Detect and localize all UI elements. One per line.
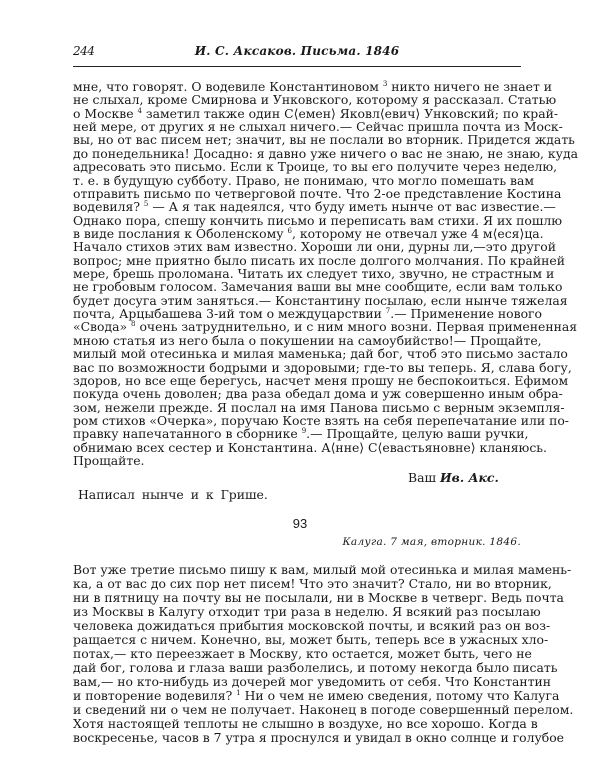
text-run: дай бог, голова и глаза ваши разболелись, и потому некогда было писать <box>73 660 558 675</box>
dateline: Калуга. 7 мая, вторник. 1846. <box>342 536 521 548</box>
text-run: и сведений ни о чем не получает. Наконец в погоде совершенный перелом. <box>73 702 574 717</box>
text-run: отправить письмо по четверговой почте. Что 2-ое представление Костина <box>73 185 562 201</box>
text-run: покуда очень доволен; два раза обедал дома и уж совершенно иным обра- <box>73 386 563 402</box>
text-run: воскресенье, часов в 7 утра я проснулся и увидал в окно солнце и голубое <box>73 730 565 745</box>
text-run: из Москвы в Калугу отходит три раза в неделю. Я всякий раз посылаю <box>73 604 541 619</box>
text-run: милый мой отесинька и милая маменька; дай бог, чтоб это письмо застало <box>73 346 568 362</box>
text-run: зом, нежели прежде. Я послал на имя Панова письмо с верным экземпля- <box>73 399 565 415</box>
footnote-ref[interactable]: 7 <box>385 307 391 316</box>
text-run: не гробовым голосом. Замечания ваши вы мне сообщите, если вам только <box>73 279 563 295</box>
text-run: до понедельника! Досадно: я давно уже ничего о вас не знаю, не знаю, куда <box>73 145 578 161</box>
text-run: ка, а от вас до сих пор нет писем! Что это значит? Стало, ни во вторник, <box>73 576 552 591</box>
text-run: в виде послания к Оболенскому <box>73 225 288 241</box>
text-run: будет досуга этим заняться.— Константину посылаю, если нынче тяжелая <box>73 292 568 308</box>
header-rule <box>73 66 521 67</box>
text-run: вы, но от вас писем нет; значит, вы не послали во вторник. Придется ждать <box>73 132 575 148</box>
footnote-ref[interactable]: 3 <box>382 80 388 88</box>
text-run: и повторение водевиля? <box>73 688 237 703</box>
footnote-ref[interactable]: 4 <box>137 106 142 115</box>
text-run: никто ничего не знает и <box>387 79 553 94</box>
text-run: правку напечатанного в сборнике <box>73 426 302 442</box>
text-run: вопрос; мне приятно было писать их после долгого молчания. По крайней <box>73 252 565 268</box>
text-run: здоров, но все еще берегусь, насчет меня прошу не беспокоиться. Ефимом <box>73 372 569 388</box>
signature-name: Ив. Акс. <box>439 470 499 485</box>
text-run: Начало стихов этих вам известно. Хороши ли они, дурны ли,—это другой <box>73 239 557 255</box>
footnote-ref[interactable]: 8 <box>131 320 136 329</box>
text-run: Вот уже третие письмо пишу к вам, милый мой отесинька и милая мамень- <box>73 562 572 577</box>
text-run: мною статья из него была о покушении на самоубийство!— Прощайте, <box>73 332 542 348</box>
text-run: обнимаю всех сестер и Константина. А⟨нне⟩ С⟨евастьяновне⟩ кланяюсь. <box>73 439 547 455</box>
postscript: Написал нынче и к Грише. <box>78 487 268 502</box>
footnote-ref[interactable]: 1 <box>236 689 241 697</box>
text-run: Ни о чем не имею сведения, потому что Калуга <box>240 688 560 703</box>
footnote-ref[interactable]: 5 <box>143 200 149 209</box>
footnote-ref[interactable]: 9 <box>301 427 307 436</box>
text-run: вам,— но кто-нибудь из дочерей мог уведомить от себя. Что Константин <box>73 674 552 689</box>
running-head <box>73 44 521 62</box>
text-run: почта, Арцыбашева 3-ий том о междуцарствии <box>73 306 386 322</box>
text-run: человека дожидаться прибытия московской почты, и всякий раз он воз- <box>73 618 551 633</box>
text-run: мне, что говорят. О водевиле Константиновом <box>73 79 383 94</box>
text-run: Прощайте. <box>73 453 145 469</box>
signature <box>408 469 499 487</box>
text-run: адресовать это письмо. Если к Троице, то вы его получите через неделю, <box>73 159 558 175</box>
text-run: Хотя настоящей теплоты не слышно в воздухе, но все хорошо. Когда в <box>73 716 538 731</box>
text-run: о Москве <box>73 105 138 121</box>
text-run: , которому не отвечал уже 4 м⟨еся⟩ца. <box>291 225 544 241</box>
signature-prefix: Ваш <box>408 470 437 485</box>
text-run: ни в пятницу на почту вы не посылали, ни в Москве в четверг. Ведь почта <box>73 590 564 605</box>
running-title: И. С. Аксаков. Письма. 1846 <box>194 44 400 58</box>
text-run: мере, брешь проломана. Читать их следует тихо, звучно, не страстным и <box>73 266 555 282</box>
text-run: ней мере, от других я не слыхал ничего.— Сейчас пришла почта из Моск- <box>73 119 563 135</box>
text-run: водевиля? <box>73 199 144 215</box>
text-run: не слыхал, кроме Смирнова и Унковского, которому я рассказал. Статью <box>73 92 557 108</box>
text-run: Однако пора, спешу кончить письмо и переписать вам стихи. Я их пошлю <box>73 212 563 228</box>
text-run: т. е. в будущую субботу. Право, не понимаю, что могло помешать вам <box>73 172 535 188</box>
text-run: «Свода» <box>73 319 132 335</box>
page-number: 244 <box>73 44 95 58</box>
letter-number: 93 <box>292 516 308 531</box>
text-run: .— Применение нового <box>390 306 542 322</box>
text-run: потах,— кто переезжает в Москву, кто остается, может быть, чего не <box>73 646 532 661</box>
footnote-ref[interactable]: 6 <box>287 226 292 235</box>
text-line <box>73 452 521 470</box>
text-run: .— Прощайте, целую ваши ручки, <box>306 426 529 442</box>
text-run: — А я так надеялся, что буду иметь нынче от вас известие.— <box>148 199 556 215</box>
text-run: вас по возможности бодрыми и здоровыми; где-то вы теперь. Я, слава богу, <box>73 359 572 375</box>
text-run: заметил также один С⟨емен⟩ Яковл⟨евич⟩ Унковский; по край- <box>141 105 559 121</box>
text-run: очень затруднительно, и с ним много возни. Первая примененная <box>135 319 578 335</box>
text-run: ром стихов «Очерка», поручаю Косте взять на себя перепечатание или по- <box>73 413 569 428</box>
text-line <box>73 729 565 747</box>
text-run: ращается с ничем. Конечно, вы, может быть, теперь все в ужасных хло- <box>73 632 549 647</box>
